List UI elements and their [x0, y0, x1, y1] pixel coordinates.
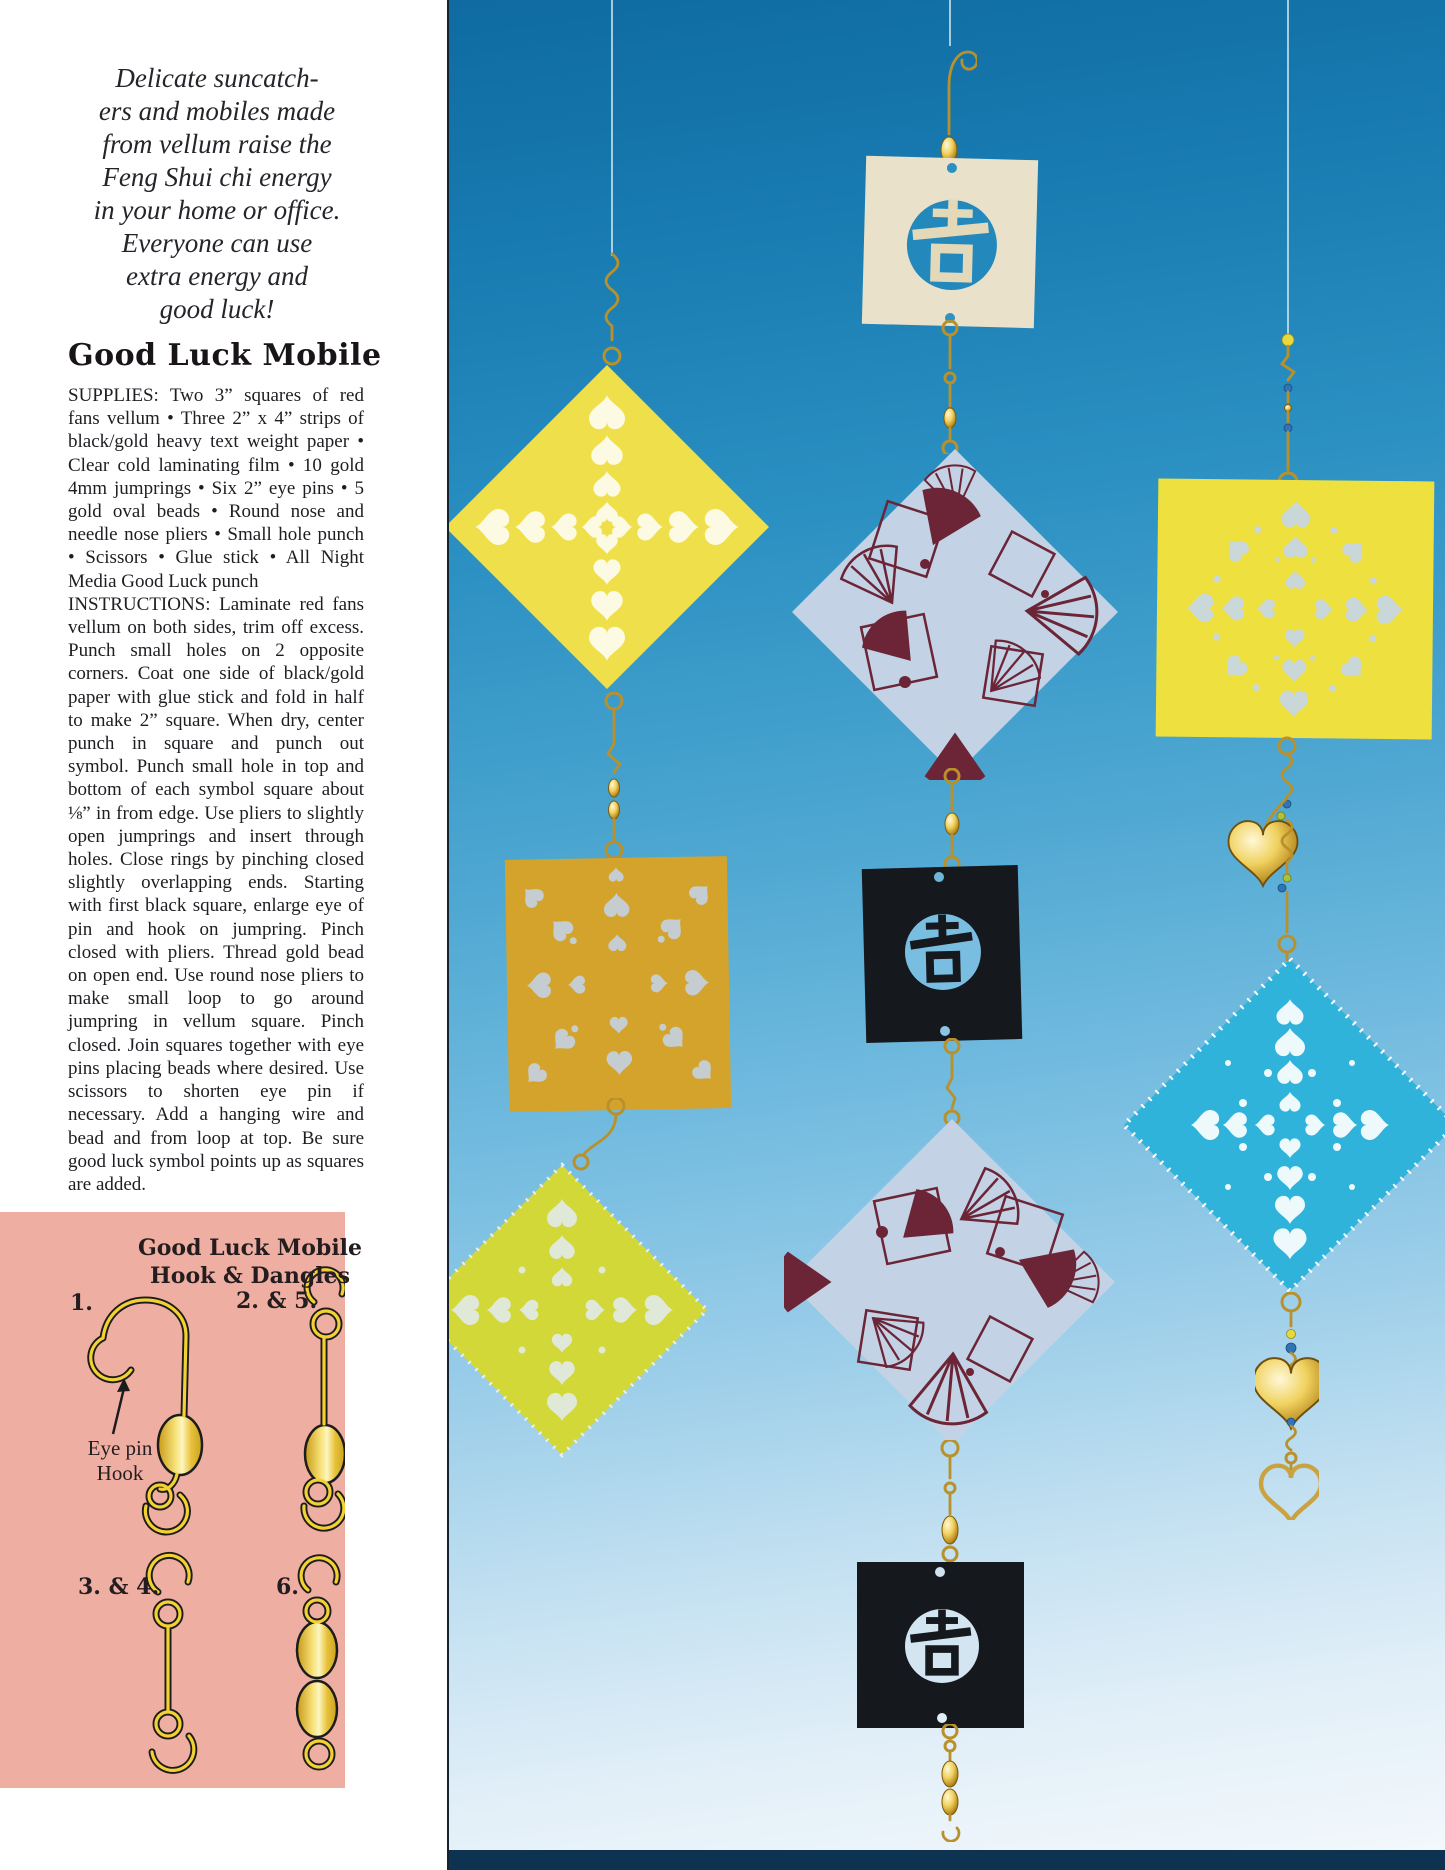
- good-luck-symbol-cutout: [862, 865, 1023, 1043]
- diagram-label-2-5: 2. & 5.: [236, 1288, 318, 1314]
- black-good-luck-square-panel: [862, 865, 1023, 1043]
- jumpring-icon: [1282, 1293, 1300, 1311]
- blue-bead-icon: [1278, 884, 1286, 892]
- bottom-bead-dangle: [935, 1724, 965, 1842]
- wire-loop: [945, 1741, 955, 1751]
- callout-line1: Eye pin: [87, 1436, 153, 1460]
- gold-bead-icon: [944, 408, 956, 428]
- jumpring-icon: [945, 769, 959, 783]
- diagram-label-3-4: 3. & 4.: [78, 1574, 160, 1600]
- instructions-text: Laminate red fans vellum on both sides, trim off excess. Punch small holes on 2 opposite corners. Coat one side of black/gold paper with glue stick and fold in half to make 2” square. When dry, center punch in square and punch out symbol. Punch small hole in top and bottom of each symbol square about ⅛” in from edge. Use pliers to slightly open jumprings and insert through holes. Close rings by pinching closed slightly overlapping ends. Starting with first black square, enlarge eye of pin and hook on jumpring. Pinch closed with pliers. Thread gold bead on open end. Use round nose pliers to make small loop to go around jumpring in vellum square. Pinch closed. Join squares together with eye pins placing beads where desired. Use scissors to shorten eye pin if necessary. Add a hanging wire and bead and from loop at top. Be sure good luck symbol points up as squares are added.: [68, 593, 364, 1195]
- eye-pin-hook-callout: [58, 1436, 182, 1486]
- silver-heart-pattern: [505, 856, 731, 1112]
- turquoise-heart-diamond-panel: [1118, 953, 1445, 1297]
- intro-line: in your home or office.: [93, 195, 341, 225]
- green-bead-icon: [1283, 874, 1291, 882]
- hanging-wire: [1287, 0, 1289, 334]
- mobile-photo: [447, 0, 1445, 1870]
- gold-oval-bead-icon: [305, 1425, 345, 1483]
- article-title: Good Luck Mobile: [68, 338, 382, 373]
- intro-line: extra energy and: [126, 261, 308, 291]
- article-body: [68, 384, 364, 1196]
- callout-arrow-icon: [113, 1378, 130, 1434]
- callout-line2: Hook: [96, 1461, 144, 1485]
- gold-oval-bead-icon: [942, 1516, 958, 1544]
- gold-oval-bead-icon: [297, 1681, 337, 1737]
- chartreuse-heart-diamond-panel: [447, 1160, 712, 1460]
- intro-blurb: [52, 62, 382, 326]
- jumpring-icon: [1279, 936, 1295, 952]
- intro-line: Everyone can use: [121, 228, 313, 258]
- gold-oval-bead-icon: [297, 1622, 337, 1678]
- fans-vellum-diamond-panel: [784, 1114, 1120, 1450]
- supplies-text: Two 3” squares of red fans vellum • Three 2” x 4” strips of black/gold heavy text weight paper • Clear cold laminating film • 10 gold 4mm jumprings • Six 2” eye pins • 5 gold oval beads • Round nose and needle nose pliers • Small hole punch • Scissors • Glue stick • All Night Media Good Luck punch: [68, 385, 364, 592]
- punched-hole: [947, 163, 957, 173]
- diagram-title-line1: Good Luck Mobile: [137, 1235, 363, 1261]
- wire-loop: [1286, 1453, 1296, 1463]
- supplies-paragraph: [68, 384, 364, 593]
- punched-hole: [937, 1713, 947, 1723]
- jumpring-icon: [945, 1039, 959, 1053]
- beaded-wire-with-locket: [1219, 736, 1319, 964]
- punched-hole: [935, 1567, 945, 1577]
- black-good-luck-square-panel: [857, 1562, 1024, 1728]
- hanging-wire: [611, 0, 613, 256]
- eye-pin-bead-connector: [935, 1440, 965, 1568]
- gold-bead-icon: [609, 801, 620, 819]
- punched-hole: [934, 872, 944, 882]
- yellow-bead-icon: [1287, 1330, 1296, 1339]
- diagram-title: [100, 1234, 400, 1290]
- intro-line: good luck!: [159, 294, 275, 324]
- gold-oval-bead-icon: [942, 1789, 958, 1815]
- jumpring-icon: [608, 1098, 624, 1114]
- instructions-paragraph: [68, 593, 364, 1196]
- s-hook-icon: [949, 52, 977, 134]
- jumpring-icon: [942, 1440, 958, 1456]
- good-luck-symbol-cutout: [862, 156, 1038, 328]
- intro-line: Delicate suncatch-: [115, 63, 319, 93]
- cream-good-luck-square-panel: [862, 156, 1038, 328]
- jumpring-icon: [606, 693, 622, 709]
- yellow-glitter-heart-square-panel: [1156, 479, 1435, 740]
- beaded-twist-wire-connector: [1271, 330, 1305, 498]
- gold-puffy-heart-icon: [1255, 1358, 1319, 1428]
- eye-pin-bead-connector: [597, 692, 631, 864]
- intro-line: ers and mobiles made: [98, 96, 336, 126]
- bottom-heart-dangle: [1255, 1292, 1319, 1520]
- gold-oval-bead-icon: [942, 1761, 958, 1787]
- photo-bottom-border: [449, 1850, 1445, 1870]
- punched-hole: [940, 1026, 950, 1036]
- coil-wire-connector: [595, 252, 629, 368]
- wire-loop: [945, 373, 955, 383]
- gold-bead-icon: [1285, 405, 1292, 412]
- hook-and-dangles-diagram: [0, 1212, 363, 1788]
- yellow-heart-diamond-panel: [447, 359, 775, 695]
- green-bead-icon: [1277, 812, 1285, 820]
- diagram-title-line2: Hook & Dangles: [149, 1263, 350, 1289]
- yellow-bead-icon: [1282, 334, 1294, 346]
- jumpring-icon: [943, 1547, 957, 1561]
- jumpring-icon: [1279, 738, 1295, 754]
- jumpring-icon: [943, 1724, 957, 1738]
- good-luck-symbol-cutout: [857, 1562, 1024, 1728]
- jumpring-icon: [606, 842, 622, 858]
- gold-open-heart-icon: [1261, 1466, 1319, 1520]
- wire-loop: [943, 1828, 959, 1841]
- eye-pin-connector: [935, 320, 965, 454]
- blue-bead-icon: [1286, 1343, 1296, 1353]
- diagram-label-6: 6.: [276, 1574, 299, 1600]
- gold-glitter-heart-square-panel: [505, 856, 731, 1112]
- silver-heart-snowflake-pattern: [1156, 479, 1435, 740]
- eye-pin-connector: [937, 768, 967, 872]
- top-hook-connector: [927, 40, 977, 172]
- intro-line: from vellum raise the: [102, 129, 332, 159]
- gold-oval-bead-icon: [945, 813, 959, 835]
- gold-bead-icon: [609, 779, 620, 797]
- wire-loop: [945, 1483, 955, 1493]
- diagram-label-1: 1.: [70, 1290, 93, 1316]
- intro-line: Feng Shui chi energy: [102, 162, 332, 192]
- fans-vellum-diamond-panel: [787, 444, 1123, 780]
- jumpring-icon: [943, 321, 957, 335]
- instructions-label: INSTRUCTIONS:: [68, 593, 211, 615]
- supplies-label: SUPPLIES:: [68, 385, 159, 406]
